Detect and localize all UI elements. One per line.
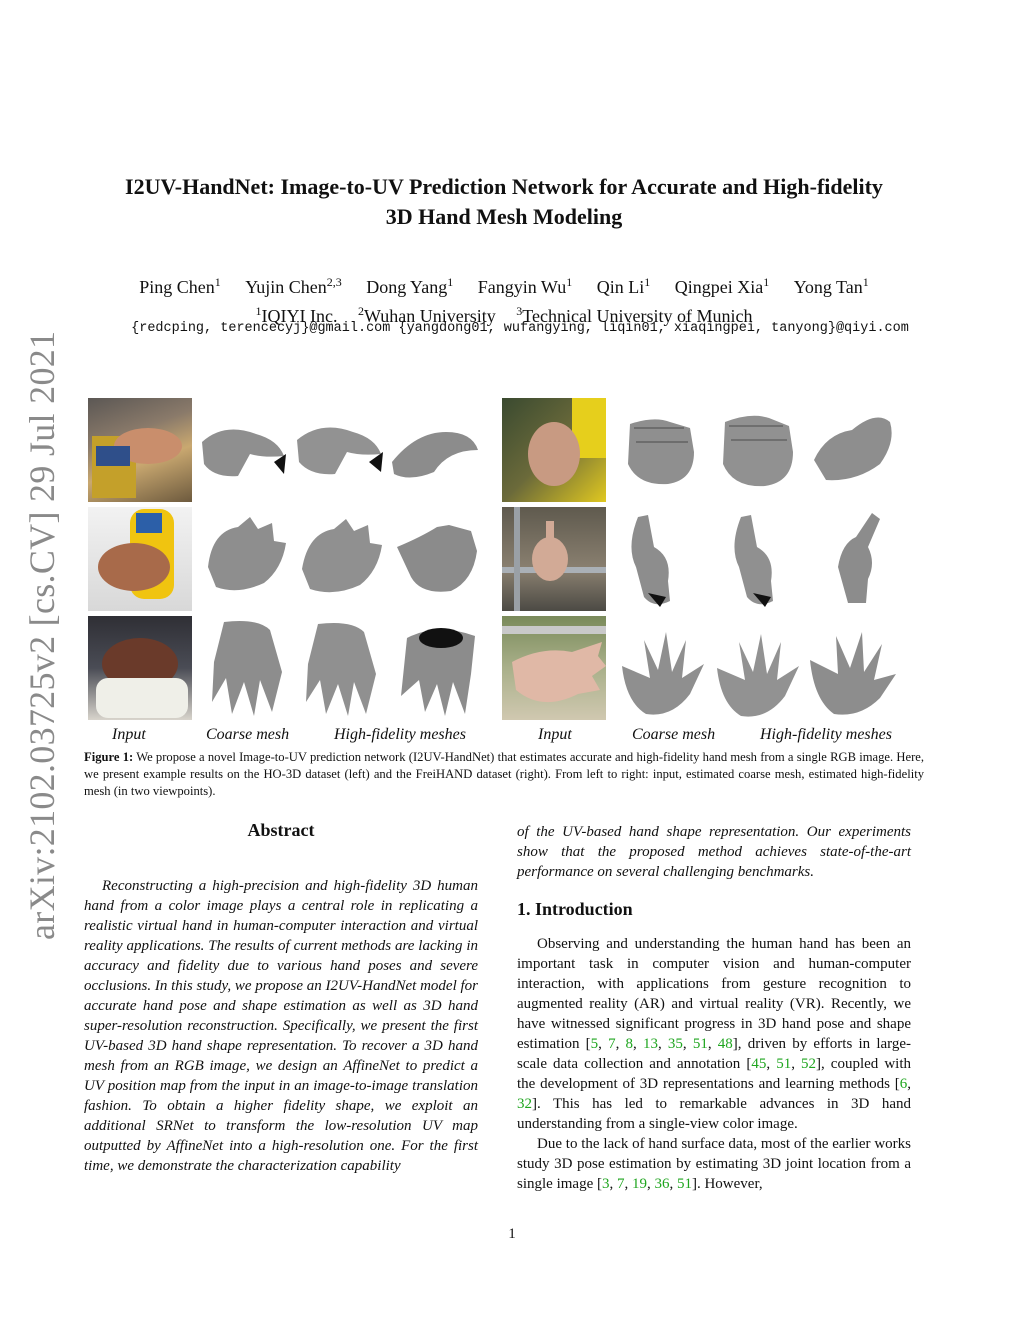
figure-label-high-fidelity: High-fidelity meshes (760, 726, 892, 743)
arxiv-stamp: arXiv:2102.03725v2 [cs.CV] 29 Jul 2021 (22, 330, 62, 940)
input-photo (502, 507, 606, 611)
introduction-body (517, 934, 911, 1194)
page-number: 1 (508, 1226, 516, 1242)
citation-link[interactable]: 5 (590, 1036, 599, 1052)
citation-link[interactable]: 7 (616, 1176, 625, 1192)
author: Qin Li$^1$ (596, 275, 651, 297)
citation-link[interactable]: 19 (631, 1176, 647, 1192)
coarse-mesh (198, 616, 290, 720)
affiliation: $^2$Wuhan University (358, 304, 496, 326)
affiliation: $^1$IQIYI Inc. (255, 304, 338, 326)
citation-link[interactable]: 51 (776, 1056, 792, 1072)
input-photo (502, 616, 606, 720)
figure-label-input: Input (112, 726, 146, 743)
high-fidelity-mesh (711, 507, 803, 611)
figure-label-input: Input (538, 726, 572, 743)
abstract-heading: Abstract (247, 820, 315, 840)
author: Qingpei Xia$^1$ (674, 275, 770, 297)
coarse-mesh (614, 622, 706, 726)
author: Yong Tan$^1$ (793, 275, 869, 297)
input-photo (88, 398, 192, 502)
abstract-body: Reconstructing a high-precision and high-fidelity 3D human hand from a color image plays a central role in replicating a realistic virtual hand in human-computer interaction and virtual reality applications. The results of current methods are lacking in accuracy and fidelity due to various hand poses and severe occlusions. In this study, we propose an I2UV-HandNet model for accurate hand pose and shape estimation as well as 3D hand super-resolution reconstruction. Specifically, we present the first UV-based 3D hand shape representation. To recover a 3D hand mesh from an RGB image, we design an AffineNet to predict a UV position map from the input in an image-to-image translation fashion. To obtain a higher fidelity shape, we exploit an additional SRNet to transform the low-resolution UV map outputted by AffineNet into a high-resolution one. For the first time, we demonstrate the characterization capability (84, 878, 478, 1174)
citation-link[interactable]: 32 (517, 1096, 532, 1112)
abstract-continuation: of the UV-based hand shape representation. Our experiments show that the proposed method achieves state-of-the-art performance on several challenging benchmarks. (517, 824, 911, 880)
figure-caption (84, 749, 924, 800)
citation-link[interactable]: 48 (717, 1036, 733, 1052)
figure-label-high-fidelity: High-fidelity meshes (334, 726, 466, 743)
high-fidelity-mesh-view2 (806, 622, 898, 726)
affiliation: $^3$Technical University of Munich (516, 304, 753, 326)
high-fidelity-mesh-view2 (391, 507, 483, 611)
title-line-2: 3D Hand Mesh Modeling (385, 204, 623, 229)
citation-link[interactable]: 51 (676, 1176, 692, 1192)
figure-1 (86, 396, 924, 748)
author: Ping Chen$^1$ (139, 275, 221, 297)
figure-label-coarse-mesh: Coarse mesh (206, 726, 290, 743)
citation-link[interactable]: 51 (692, 1036, 708, 1052)
high-fidelity-mesh-view2 (806, 398, 898, 502)
coarse-mesh (614, 398, 706, 502)
author: Yujin Chen$^{2,3}$ (245, 275, 342, 297)
citation-link[interactable]: 36 (654, 1176, 670, 1192)
high-fidelity-mesh (291, 398, 383, 502)
citation-link[interactable]: 3 (601, 1176, 610, 1192)
paper-title (84, 172, 924, 232)
high-fidelity-mesh-view2 (391, 616, 483, 720)
citation-link[interactable]: 52 (801, 1056, 816, 1072)
citation-link[interactable]: 8 (625, 1036, 634, 1052)
input-photo (502, 398, 606, 502)
citation-link[interactable]: 6 (899, 1076, 908, 1092)
high-fidelity-mesh (711, 398, 803, 502)
author-emails: {redcping, terencecyj}@gmail.com {yangdong01, wufangying, liqin01, xiaqingpei, tanyong}@qiyi.com (131, 321, 909, 336)
citation-link[interactable]: 35 (667, 1036, 683, 1052)
author: Dong Yang$^1$ (366, 275, 454, 297)
author-block (84, 270, 924, 328)
high-fidelity-mesh (294, 616, 386, 720)
input-photo (88, 616, 192, 720)
coarse-mesh (198, 507, 290, 611)
input-photo (88, 507, 192, 611)
citation-link[interactable]: 13 (642, 1036, 658, 1052)
intro-paragraph-2: Due to the lack of hand surface data, most of the earlier works study 3D pose estimation by estimating 3D joint location from a single image [3, 7, 19, 36, 51]. However, (517, 1136, 911, 1192)
coarse-mesh (194, 398, 286, 502)
caption-label: Figure 1: (84, 750, 134, 764)
high-fidelity-mesh (711, 622, 803, 726)
citation-link[interactable]: 7 (608, 1036, 616, 1052)
author: Fangyin Wu$^1$ (477, 275, 573, 297)
title-line-1: I2UV-HandNet: Image-to-UV Prediction Network for Accurate and High-fidelity (125, 174, 883, 199)
high-fidelity-mesh (294, 507, 386, 611)
citation-link[interactable]: 45 (751, 1056, 767, 1072)
high-fidelity-mesh-view2 (388, 398, 480, 502)
section-heading-introduction: 1. Introduction (517, 899, 633, 919)
author-list (84, 270, 924, 299)
intro-paragraph-1: Observing and understanding the human hand has been an important task in computer vision and human-computer interaction, with applications from gesture recognition to augmented reality (AR) and virtual reality (VR). Recently, we have witnessed significant progress in 3D hand pose and shape estimation [5, 7, 8, 13, 35, 51, 48], driven by efforts in large-scale data collection and annotation [45, 51, 52], coupled with the development of 3D representations and learning methods [6, 32]. This has led to remarkable advances in 3D hand understanding from a single-view color image. (517, 936, 912, 1132)
caption-text: We propose a novel Image-to-UV prediction network (I2UV-HandNet) that estimates accurate and high-fidelity hand mesh from a single RGB image. Here, we present example results on the HO-3D dataset (left) and the FreiHAND dataset (right). From left to right: input, estimated coarse mesh, estimated high-fidelity mesh (in two viewpoints). (84, 750, 925, 798)
coarse-mesh (614, 507, 706, 611)
high-fidelity-mesh-view2 (808, 507, 900, 611)
figure-label-coarse-mesh: Coarse mesh (632, 726, 716, 743)
